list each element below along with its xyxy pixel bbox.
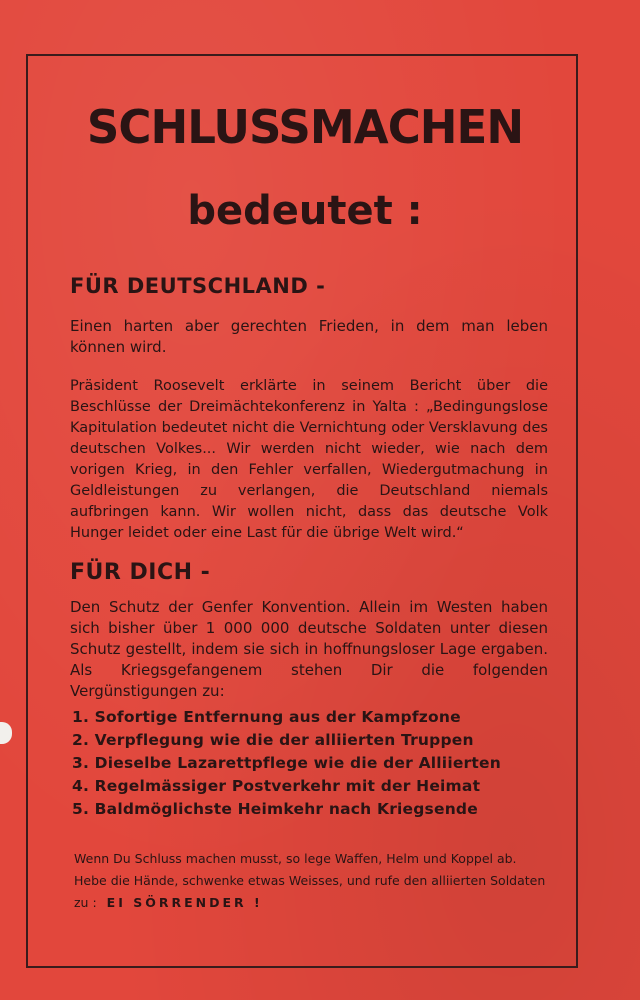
leaflet-title: SCHLUSSMACHEN [86, 100, 524, 154]
list-item: 4. Regelmässiger Postverkehr mit der Heimat [72, 777, 481, 795]
closing-text: Wenn Du Schluss machen musst, so lege Waffen, Helm und Koppel ab. Hebe die Hände, schwenke etwas Weisses, und rufe den alliierten Soldaten zu : [74, 851, 546, 910]
closing-instructions [74, 848, 550, 914]
list-item: 1. Sofortige Entfernung aus der Kampfzone [72, 708, 461, 726]
list-item: 3. Dieselbe Lazarettpflege wie die der Alliierten [72, 754, 501, 772]
surrender-call: EI SÖRRENDER ! [106, 895, 263, 910]
benefits-list [72, 706, 550, 821]
section-heading-germany: FÜR DEUTSCHLAND - [70, 274, 326, 298]
section-heading-you: FÜR DICH - [70, 560, 211, 585]
leaflet-subtitle: bedeutet : [187, 188, 423, 234]
list-item: 2. Verpflegung wie die der alliierten Truppen [72, 731, 474, 749]
section-germany-paragraph-1: Einen harten aber gerechten Frieden, in dem man leben können wird. [70, 317, 548, 356]
section-you-paragraph: Den Schutz der Genfer Konvention. Allein im Westen haben sich bisher über 1 000 000 deutsche Soldaten unter diesen Schutz gestellt, indem sie sich in hoffnungsloser Lage ergaben. Als Kriegsgefangenem stehen Dir die folgenden Vergünstigungen zu: [70, 598, 548, 700]
section-germany-paragraph-roosevelt-quote: Präsident Roosevelt erklärte in seinem Bericht über die Beschlüsse der Dreimächtekonferenz in Yalta : „Bedingungslose Kapitulation bedeutet nicht die Vernichtung oder Versklavung des deutschen Volkes... Wir werden nicht wieder, wie nach dem vorigen Krieg, in den Fehler verfallen, Wiedergutmachung in Geldleistungen zu verlangen, die Deutschland niemals aufbringen kann. Wir wollen nicht, dass das deutsche Volk Hunger leidet oder eine Last für die übrige Welt wird.“ [70, 378, 548, 541]
list-item: 5. Baldmöglichste Heimkehr nach Kriegsende [72, 800, 478, 818]
